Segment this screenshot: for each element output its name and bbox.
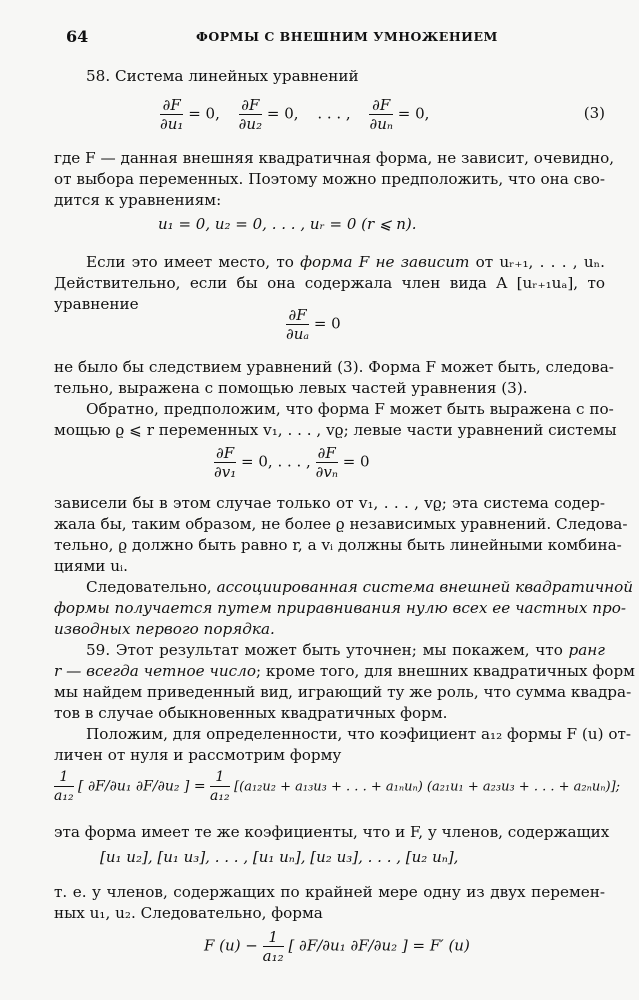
text-line: Обратно, предположим, что форма F может быть выражена с по- — [86, 400, 614, 418]
text-line: тов в случае обыкновенных квадратичных форм. — [54, 704, 448, 722]
running-title: ФОРМЫ С ВНЕШНИМ УМНОЖЕНИЕМ — [196, 29, 498, 44]
text-line: мощью ϱ ⩽ r переменных v₁, . . . , vϱ; левые части уравнений системы — [54, 421, 617, 439]
text-line: формы получается путем приравнивания нулю всех ее частных про- — [54, 599, 627, 617]
text-line: уравнение — [54, 295, 139, 313]
text-line: личен от нуля и рассмотрим форму — [54, 746, 342, 764]
text-line: тельно, выражена с помощью левых частей уравнения (3). — [54, 379, 528, 397]
text-line: от выбора переменных. Поэтому можно предположить, что она сво- — [54, 170, 605, 188]
text-line: эта форма имеет те же коэфициенты, что и F, у членов, содержащих — [54, 823, 610, 841]
section-58-heading: 58. Система линейных уравнений — [86, 67, 359, 85]
text-line: где F — данная внешняя квадратичная форма, не зависит, очевидно, — [54, 149, 615, 167]
text-line: жала бы, таким образом, не более ϱ независимых уравнений. Следова- — [54, 515, 628, 533]
text-line: Следовательно, ассоциированная система внешней квадратичной — [86, 578, 634, 596]
equation-u-zero: u₁ = 0, u₂ = 0, . . . , uᵣ = 0 (r ⩽ n). — [158, 215, 417, 233]
fraction-df-du1: $\frac{\partial F}{\text{∂u₁}}$ — [160, 96, 184, 133]
text-line: циями uᵢ. — [54, 557, 128, 575]
fraction-df-dun: $\frac{\partial F}{\text{∂uₙ}}$ — [369, 96, 393, 133]
equation-number-3: (3) — [583, 104, 605, 122]
page-number: 64 — [66, 27, 89, 46]
bracket-list: [u₁ u₂], [u₁ u₃], . . . , [u₁ uₙ], [u₂ u₃], . . . , [u₂ uₙ], — [100, 848, 459, 866]
text-line: зависели бы в этом случае только от v₁, . . . , vϱ; эта система содер- — [54, 494, 605, 512]
equation-bracket-expansion: $\frac{1}{\text{a₁₂}}$ [ ∂F/∂u₁ ∂F/∂u₂ ] = $\frac{1}{\text{a₁₂}}$ [(a₁₂u₂ + a₁₃u₃ + . . . + a₁ₙuₙ) (a₂₁u₁ + a₂₃u₃ + . . . + a₂ₙuₙ)]; — [54, 769, 621, 804]
equation-df-dv: $\frac{\partial F}{\text{∂v₁}}$ = 0, . . . , $\frac{\partial F}{\text{∂vₙ}}$ = 0 — [214, 444, 370, 481]
text-line: не было бы следствием уравнений (3). Форма F может быть, следова- — [54, 358, 614, 376]
text-line: изводных первого порядка. — [54, 620, 275, 638]
fraction-df-du2: $\frac{\partial F}{\text{∂u₂}}$ — [238, 96, 263, 133]
text-line: т. е. у членов, содержащих по крайней мере одну из двух перемен- — [54, 883, 605, 901]
text-line: Если это имеет место, то форма F не зависит от uᵣ₊₁, . . . , uₙ. — [86, 253, 605, 271]
page-header — [66, 27, 605, 49]
section-59-start: 59. Этот результат может быть уточнен; мы покажем, что ранг — [86, 641, 605, 659]
text-line: тельно, ϱ должно быть равно r, а vᵢ должны быть линейными комбина- — [54, 536, 622, 554]
text-line: ных u₁, u₂. Следовательно, форма — [54, 904, 323, 922]
equation-df-dualpha: $\frac{\partial F}{\text{∂uₐ}}$ = 0 — [286, 306, 341, 343]
equation-f-prime: F (u) − $\frac{1}{\text{a₁₂}}$ [ ∂F/∂u₁ ∂F/∂u₂ ] = F′ (u) — [204, 928, 470, 965]
text-line: Действительно, если бы она содержала член вида A [uᵣ₊₁uₐ], то — [54, 274, 605, 292]
equation-3: $\frac{\partial F}{\text{∂u₁}}$ = 0, $\frac{\partial F}{\text{∂u₂}}$ = 0, . . . , $\frac{\partial F}{\text{∂uₙ}}$ = 0, — [160, 96, 430, 133]
text-line: Положим, для определенности, что коэфициент a₁₂ формы F (u) от- — [86, 725, 632, 743]
text-line: дится к уравнениям: — [54, 191, 222, 209]
text-line: r — всегда четное число; кроме того, для внешних квадратичных форм — [54, 662, 635, 680]
text-line: мы найдем приведенный вид, играющий ту же роль, что сумма квадра- — [54, 683, 632, 701]
